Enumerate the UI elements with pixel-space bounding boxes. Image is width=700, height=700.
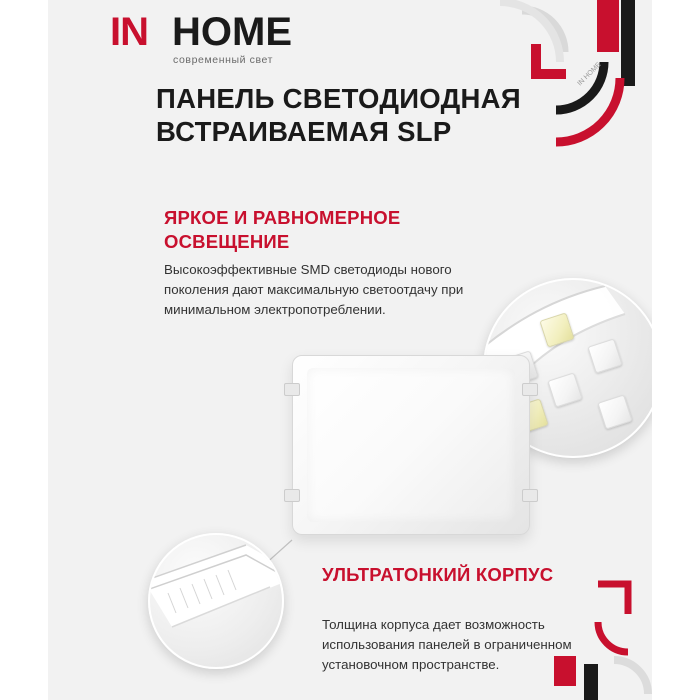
mounting-clip bbox=[522, 383, 538, 396]
thickness-zoom-circle bbox=[148, 533, 284, 669]
brand-logo bbox=[110, 10, 370, 66]
mounting-clip bbox=[284, 383, 300, 396]
logo-home-text: HOME bbox=[172, 10, 292, 54]
page-title bbox=[156, 82, 616, 148]
feature-heading-brightness: ЯРКОЕ И РАВНОМЕРНОЕ ОСВЕЩЕНИЕ bbox=[164, 207, 401, 252]
content-sheet bbox=[48, 0, 652, 700]
logo-tagline: современный свет bbox=[173, 54, 274, 66]
mounting-clip bbox=[522, 489, 538, 502]
panel-body bbox=[292, 355, 530, 535]
logo-in-text: IN bbox=[110, 10, 148, 54]
mounting-clip bbox=[284, 489, 300, 502]
feature-body-brightness: Высокоэффективные SMD светодиоды нового поколения дают максимальную светоотдачу при минимальном электропотреблении. bbox=[164, 262, 464, 317]
page-title-line1: ПАНЕЛЬ СВЕТОДИОДНАЯ bbox=[156, 83, 521, 114]
svg-text:IN HOME: IN HOME bbox=[576, 61, 603, 88]
feature-body-thin-body: Толщина корпуса дает возможность использования панелей в ограниченном установочном пространстве. bbox=[322, 617, 572, 672]
led-panel-square bbox=[284, 355, 538, 540]
panel-diffuser bbox=[307, 368, 515, 522]
feature-heading-thin-body: УЛЬТРАТОНКИЙ КОРПУС bbox=[322, 564, 554, 585]
page-title-line2: ВСТРАИВАЕМАЯ SLP bbox=[156, 116, 452, 147]
